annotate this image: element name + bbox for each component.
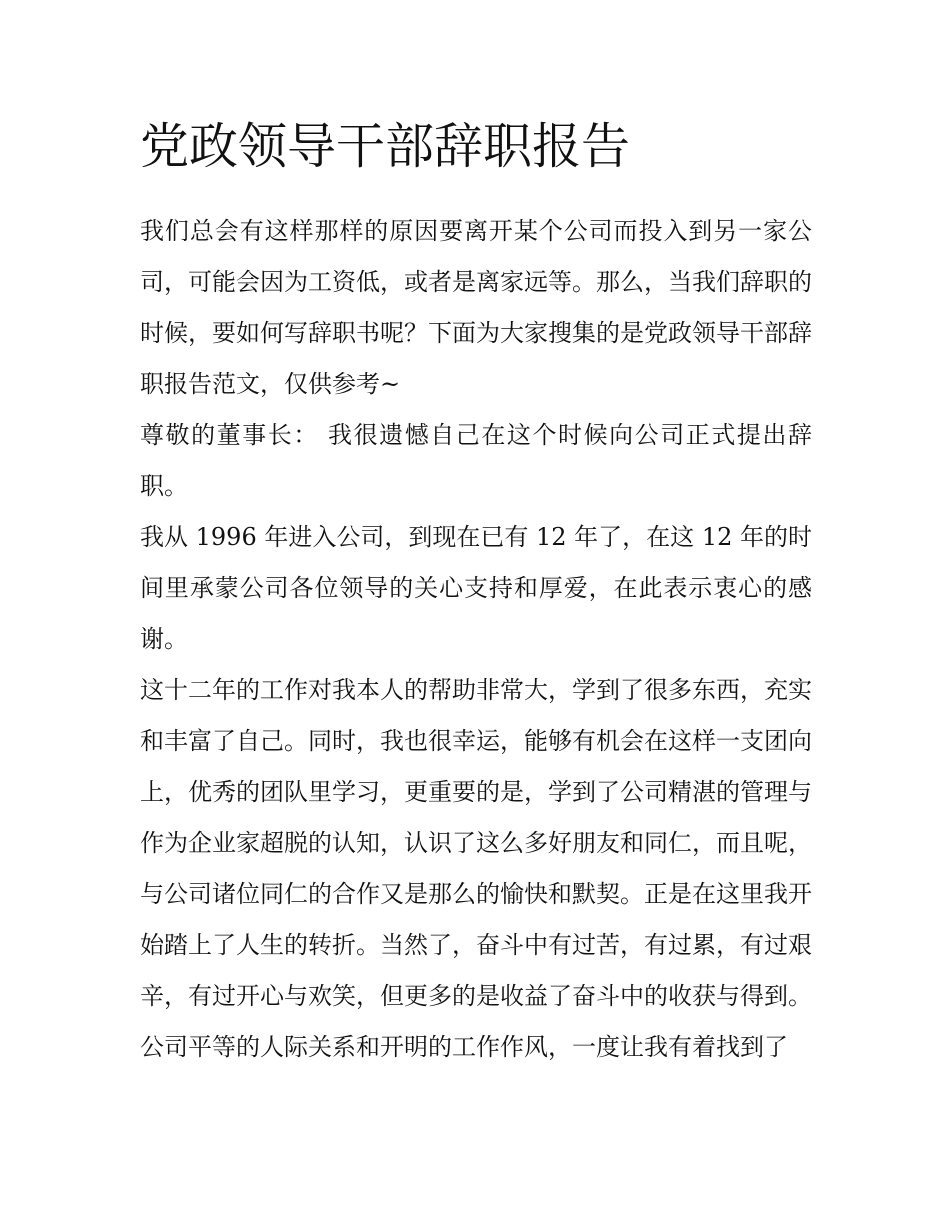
paragraph-intro: 我们总会有这样那样的原因要离开某个公司而投入到另一家公司，可能会因为工资低，或者是离家远等。那么，当我们辞职的时候，要如何写辞职书呢？下面为大家搜集的是党政领导干部辞职报告范文，仅供参考~ (140, 217, 812, 398)
paragraph-salutation: 尊敬的董事长： 我很遗憾自己在这个时候向公司正式提出辞职。 (140, 421, 812, 500)
paragraph-company-culture: 公司平等的人际关系和开明的工作作风，一度让我有着找到了 (140, 1033, 788, 1061)
paragraph-experience: 这十二年的工作对我本人的帮助非常大，学到了很多东西，充实和丰富了自己。同时，我也很幸运，能够有机会在这样一支团向上，优秀的团队里学习，更重要的是，学到了公司精湛的管理与作为企业家超脱的认知，认识了这么多好朋友和同仁，而且呢，与公司诸位同仁的合作又是那么的愉快和默契。正是在这里我开始踏上了人生的转折。当然了，奋斗中有过苦，有过累，有过艰辛，有过开心与欢笑，但更多的是收益了奋斗中的收获与得到。 (140, 676, 812, 1010)
document-title: 党政领导干部辞职报告 (140, 118, 631, 175)
paragraph-history: 我从 1996 年进入公司，到现在已有 12 年了，在这 12 年的时间里承蒙公司各位领导的关心支持和厚爱，在此表示衷心的感谢。 (140, 523, 812, 653)
document-page (140, 112, 812, 1073)
